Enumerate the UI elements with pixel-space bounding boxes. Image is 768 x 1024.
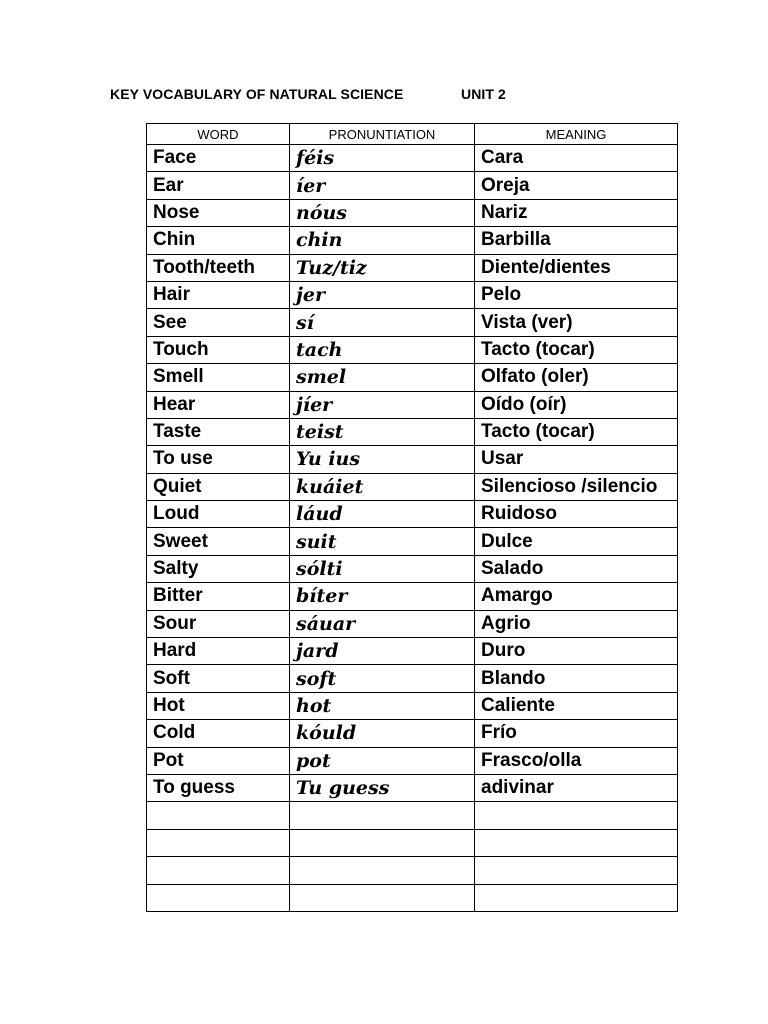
meaning-cell: Olfato (oler): [475, 364, 678, 391]
table-row: [147, 747, 678, 774]
meaning-cell: Oído (oír): [475, 391, 678, 418]
column-header-pronunciation: PRONUNTIATION: [290, 124, 475, 145]
word-cell: Hair: [147, 281, 290, 308]
word-cell: Ear: [147, 172, 290, 199]
word-cell: To use: [147, 446, 290, 473]
word-cell: Tooth/teeth: [147, 254, 290, 281]
meaning-cell: Agrio: [475, 610, 678, 637]
meaning-cell: [475, 857, 678, 884]
word-cell: [147, 802, 290, 829]
word-cell: Sweet: [147, 528, 290, 555]
word-cell: Pot: [147, 747, 290, 774]
meaning-cell: Salado: [475, 555, 678, 582]
meaning-cell: [475, 802, 678, 829]
table-row: [147, 829, 678, 856]
table-row: [147, 720, 678, 747]
table-row: [147, 172, 678, 199]
pronunciation-cell: sáuar: [290, 610, 475, 637]
pronunciation-cell: Yu ius: [290, 446, 475, 473]
pronunciation-cell: tach: [290, 336, 475, 363]
pronunciation-cell: Tuz/tiz: [290, 254, 475, 281]
pronunciation-cell: [290, 884, 475, 911]
table-row: [147, 583, 678, 610]
pronunciation-cell: chin: [290, 227, 475, 254]
meaning-cell: Cara: [475, 145, 678, 172]
table-row: [147, 391, 678, 418]
column-header-meaning: MEANING: [475, 124, 678, 145]
meaning-cell: [475, 829, 678, 856]
meaning-cell: Usar: [475, 446, 678, 473]
table-row: [147, 501, 678, 528]
word-cell: Taste: [147, 418, 290, 445]
pronunciation-cell: láud: [290, 501, 475, 528]
pronunciation-cell: soft: [290, 665, 475, 692]
meaning-cell: Blando: [475, 665, 678, 692]
pronunciation-cell: suit: [290, 528, 475, 555]
table-header-row: [147, 124, 678, 145]
pronunciation-cell: jíer: [290, 391, 475, 418]
table-row: [147, 638, 678, 665]
pronunciation-cell: jard: [290, 638, 475, 665]
word-cell: Face: [147, 145, 290, 172]
meaning-cell: Vista (ver): [475, 309, 678, 336]
pronunciation-cell: kóuld: [290, 720, 475, 747]
meaning-cell: Diente/dientes: [475, 254, 678, 281]
meaning-cell: Frío: [475, 720, 678, 747]
table-row: [147, 802, 678, 829]
meaning-cell: Barbilla: [475, 227, 678, 254]
word-cell: Hot: [147, 692, 290, 719]
word-cell: See: [147, 309, 290, 336]
table-row: [147, 692, 678, 719]
table-row: [147, 555, 678, 582]
table-row: [147, 774, 678, 801]
word-cell: Cold: [147, 720, 290, 747]
word-cell: Nose: [147, 199, 290, 226]
table-row: [147, 254, 678, 281]
vocabulary-table: [146, 123, 678, 912]
meaning-cell: [475, 884, 678, 911]
pronunciation-cell: pot: [290, 747, 475, 774]
unit-label: UNIT 2: [461, 86, 506, 102]
pronunciation-cell: íer: [290, 172, 475, 199]
meaning-cell: Ruidoso: [475, 501, 678, 528]
word-cell: [147, 829, 290, 856]
pronunciation-cell: [290, 829, 475, 856]
table-row: [147, 665, 678, 692]
meaning-cell: Tacto (tocar): [475, 418, 678, 445]
table-row: [147, 528, 678, 555]
meaning-cell: Tacto (tocar): [475, 336, 678, 363]
column-header-word: WORD: [147, 124, 290, 145]
pronunciation-cell: Tu guess: [290, 774, 475, 801]
meaning-cell: Frasco/olla: [475, 747, 678, 774]
word-cell: Touch: [147, 336, 290, 363]
meaning-cell: Amargo: [475, 583, 678, 610]
meaning-cell: Pelo: [475, 281, 678, 308]
pronunciation-cell: [290, 802, 475, 829]
word-cell: Loud: [147, 501, 290, 528]
pronunciation-cell: féis: [290, 145, 475, 172]
pronunciation-cell: teist: [290, 418, 475, 445]
word-cell: Quiet: [147, 473, 290, 500]
pronunciation-cell: smel: [290, 364, 475, 391]
table-body: [147, 145, 678, 912]
word-cell: Hear: [147, 391, 290, 418]
pronunciation-cell: sólti: [290, 555, 475, 582]
meaning-cell: adivinar: [475, 774, 678, 801]
word-cell: To guess: [147, 774, 290, 801]
table-row: [147, 473, 678, 500]
table-row: [147, 145, 678, 172]
meaning-cell: Dulce: [475, 528, 678, 555]
table-row: [147, 446, 678, 473]
pronunciation-cell: hot: [290, 692, 475, 719]
table-row: [147, 309, 678, 336]
meaning-cell: Nariz: [475, 199, 678, 226]
table-row: [147, 336, 678, 363]
pronunciation-cell: nóus: [290, 199, 475, 226]
word-cell: Salty: [147, 555, 290, 582]
table-row: [147, 857, 678, 884]
meaning-cell: Duro: [475, 638, 678, 665]
table-row: [147, 364, 678, 391]
table-row: [147, 227, 678, 254]
word-cell: Sour: [147, 610, 290, 637]
word-cell: Bitter: [147, 583, 290, 610]
word-cell: Chin: [147, 227, 290, 254]
document-title: KEY VOCABULARY OF NATURAL SCIENCE: [110, 86, 404, 102]
pronunciation-cell: jer: [290, 281, 475, 308]
table-row: [147, 281, 678, 308]
word-cell: Soft: [147, 665, 290, 692]
table-row: [147, 884, 678, 911]
word-cell: Smell: [147, 364, 290, 391]
meaning-cell: Silencioso /silencio: [475, 473, 678, 500]
pronunciation-cell: [290, 857, 475, 884]
pronunciation-cell: kuáiet: [290, 473, 475, 500]
meaning-cell: Caliente: [475, 692, 678, 719]
word-cell: [147, 857, 290, 884]
document-header: [110, 86, 670, 108]
word-cell: [147, 884, 290, 911]
word-cell: Hard: [147, 638, 290, 665]
table-row: [147, 199, 678, 226]
pronunciation-cell: sí: [290, 309, 475, 336]
table-row: [147, 610, 678, 637]
meaning-cell: Oreja: [475, 172, 678, 199]
pronunciation-cell: bíter: [290, 583, 475, 610]
table-row: [147, 418, 678, 445]
